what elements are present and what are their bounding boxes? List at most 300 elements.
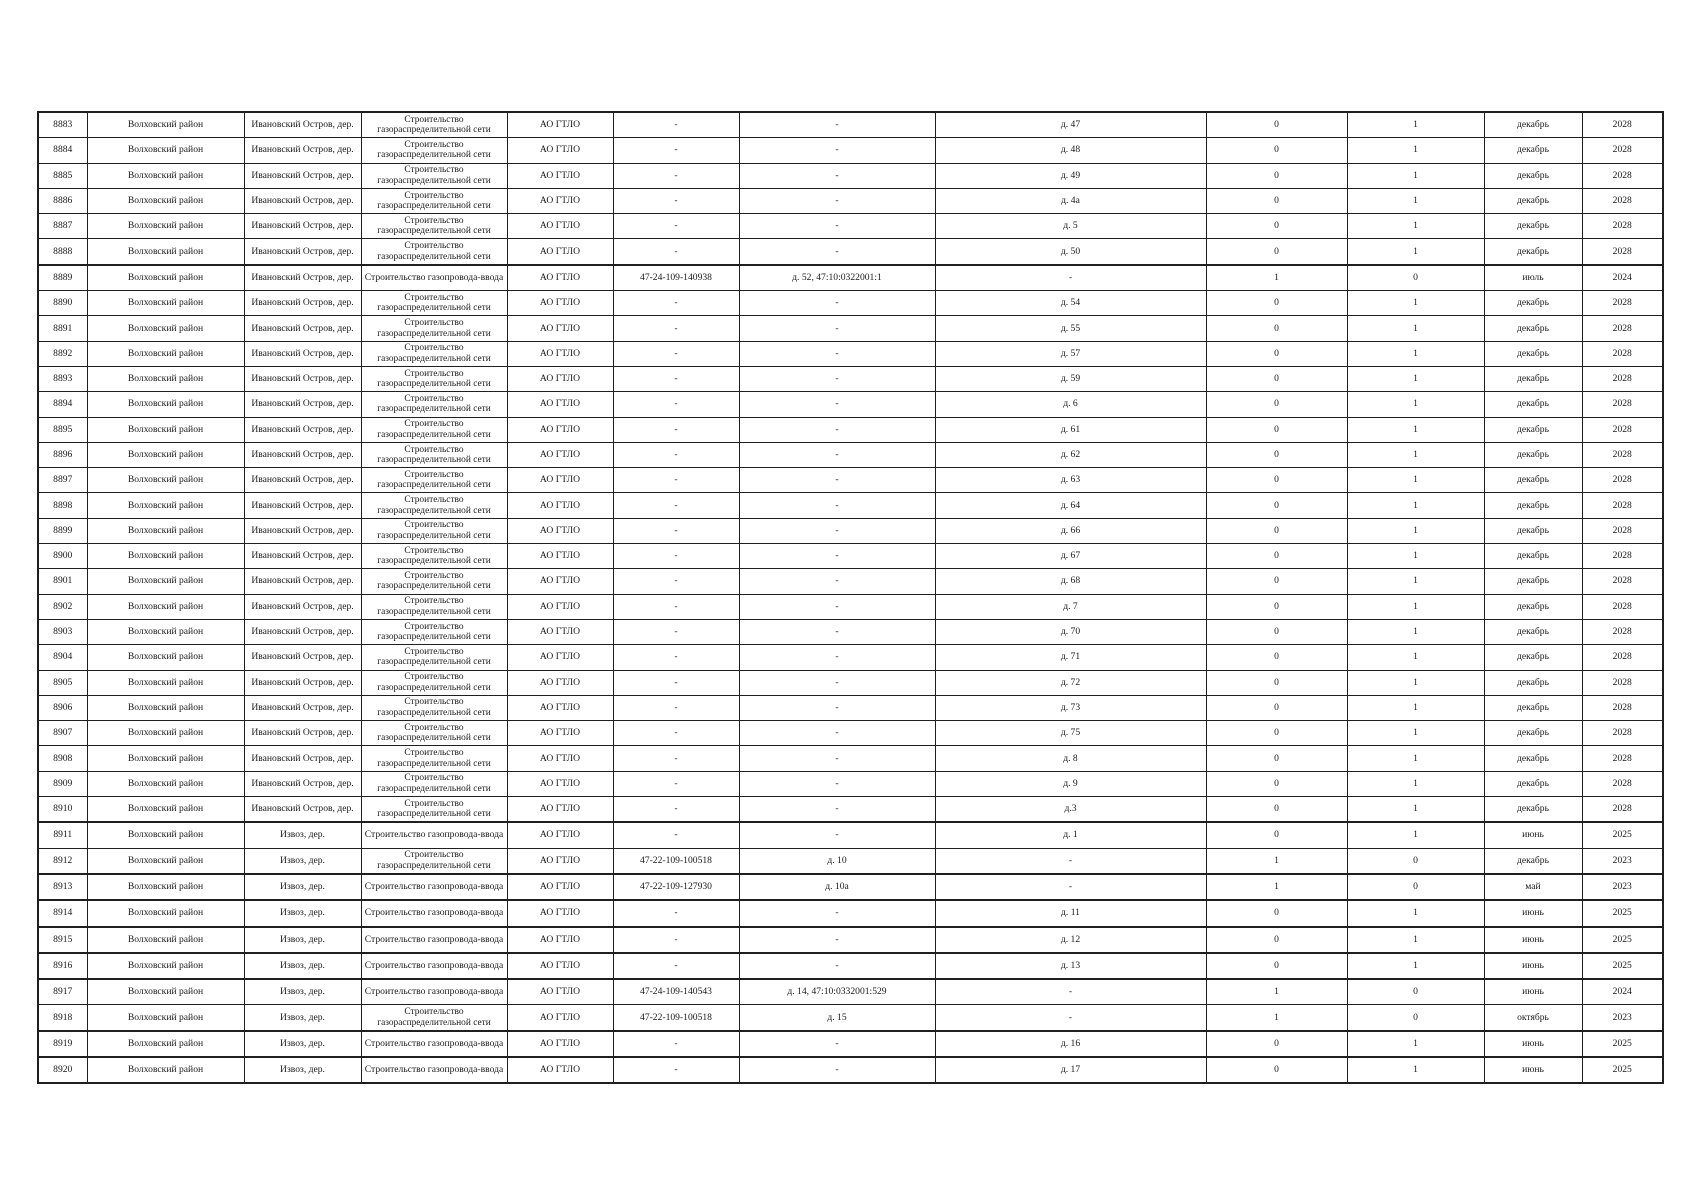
flag-a-cell: 0	[1206, 112, 1347, 138]
year-cell: 2028	[1582, 442, 1663, 467]
address-cadastral-cell: -	[739, 518, 935, 543]
organization-cell: АО ГТЛО	[507, 670, 613, 695]
house-cell: д. 68	[935, 569, 1206, 594]
flag-b-cell: 1	[1347, 493, 1484, 518]
year-cell: 2028	[1582, 544, 1663, 569]
organization-cell: АО ГТЛО	[507, 900, 613, 926]
address-cadastral-cell: д. 10	[739, 848, 935, 874]
month-cell: декабрь	[1484, 797, 1582, 823]
month-cell: декабрь	[1484, 594, 1582, 619]
district-cell: Волховский район	[87, 670, 244, 695]
table-row	[38, 771, 1663, 796]
organization-cell: АО ГТЛО	[507, 417, 613, 442]
work-type-cell: Строительство газораспределительной сети	[361, 341, 507, 366]
house-cell: -	[935, 874, 1206, 900]
year-cell: 2028	[1582, 341, 1663, 366]
permit-number-cell: -	[613, 1031, 739, 1057]
organization-cell: АО ГТЛО	[507, 645, 613, 670]
year-cell: 2028	[1582, 214, 1663, 239]
permit-number-cell: -	[613, 341, 739, 366]
month-cell: декабрь	[1484, 239, 1582, 265]
house-cell: д. 75	[935, 721, 1206, 746]
flag-b-cell: 1	[1347, 442, 1484, 467]
month-cell: декабрь	[1484, 721, 1582, 746]
permit-number-cell: -	[613, 746, 739, 771]
address-cadastral-cell: -	[739, 695, 935, 720]
permit-number-cell: -	[613, 594, 739, 619]
work-type-cell: Строительство газораспределительной сети	[361, 518, 507, 543]
month-cell: декабрь	[1484, 670, 1582, 695]
table-row	[38, 695, 1663, 720]
row-number-cell: 8900	[38, 544, 87, 569]
district-cell: Волховский район	[87, 900, 244, 926]
permit-number-cell: -	[613, 771, 739, 796]
work-type-cell: Строительство газораспределительной сети	[361, 619, 507, 644]
flag-a-cell: 1	[1206, 979, 1347, 1005]
flag-a-cell: 0	[1206, 291, 1347, 316]
year-cell: 2028	[1582, 619, 1663, 644]
settlement-cell: Ивановский Остров, дер.	[244, 316, 361, 341]
work-type-cell: Строительство газораспределительной сети	[361, 468, 507, 493]
organization-cell: АО ГТЛО	[507, 721, 613, 746]
permit-number-cell: -	[613, 544, 739, 569]
table-row	[38, 645, 1663, 670]
flag-b-cell: 1	[1347, 366, 1484, 391]
organization-cell: АО ГТЛО	[507, 188, 613, 213]
organization-cell: АО ГТЛО	[507, 695, 613, 720]
district-cell: Волховский район	[87, 442, 244, 467]
address-cadastral-cell: -	[739, 619, 935, 644]
district-cell: Волховский район	[87, 163, 244, 188]
permit-number-cell: -	[613, 1057, 739, 1083]
row-number-cell: 8888	[38, 239, 87, 265]
table-row	[38, 392, 1663, 417]
row-number-cell: 8909	[38, 771, 87, 796]
district-cell: Волховский район	[87, 1031, 244, 1057]
month-cell: декабрь	[1484, 619, 1582, 644]
table-row	[38, 417, 1663, 442]
permit-number-cell: 47-22-109-127930	[613, 874, 739, 900]
year-cell: 2028	[1582, 163, 1663, 188]
row-number-cell: 8899	[38, 518, 87, 543]
work-type-cell: Строительство газораспределительной сети	[361, 138, 507, 163]
house-cell: д. 55	[935, 316, 1206, 341]
month-cell: июнь	[1484, 1057, 1582, 1083]
district-cell: Волховский район	[87, 619, 244, 644]
district-cell: Волховский район	[87, 291, 244, 316]
house-cell: д. 6	[935, 392, 1206, 417]
permit-number-cell: -	[613, 619, 739, 644]
row-number-cell: 8911	[38, 822, 87, 848]
address-cadastral-cell: д. 15	[739, 1005, 935, 1031]
month-cell: декабрь	[1484, 569, 1582, 594]
month-cell: декабрь	[1484, 518, 1582, 543]
address-cadastral-cell: -	[739, 927, 935, 953]
district-cell: Волховский район	[87, 569, 244, 594]
permit-number-cell: -	[613, 163, 739, 188]
organization-cell: АО ГТЛО	[507, 979, 613, 1005]
address-cadastral-cell: -	[739, 721, 935, 746]
permit-number-cell: -	[613, 518, 739, 543]
house-cell: д. 13	[935, 953, 1206, 979]
flag-a-cell: 0	[1206, 417, 1347, 442]
address-cadastral-cell: -	[739, 239, 935, 265]
work-type-cell: Строительство газопровода-ввода	[361, 953, 507, 979]
district-cell: Волховский район	[87, 417, 244, 442]
settlement-cell: Ивановский Остров, дер.	[244, 163, 361, 188]
month-cell: декабрь	[1484, 468, 1582, 493]
permit-number-cell: -	[613, 822, 739, 848]
year-cell: 2028	[1582, 569, 1663, 594]
permit-number-cell: -	[613, 188, 739, 213]
table-row	[38, 874, 1663, 900]
flag-b-cell: 1	[1347, 695, 1484, 720]
row-number-cell: 8919	[38, 1031, 87, 1057]
month-cell: декабрь	[1484, 771, 1582, 796]
work-type-cell: Строительство газораспределительной сети	[361, 544, 507, 569]
table-row	[38, 188, 1663, 213]
settlement-cell: Извоз, дер.	[244, 927, 361, 953]
table-row	[38, 1005, 1663, 1031]
table-row	[38, 468, 1663, 493]
flag-a-cell: 0	[1206, 797, 1347, 823]
work-type-cell: Строительство газопровода-ввода	[361, 874, 507, 900]
address-cadastral-cell: -	[739, 1031, 935, 1057]
house-cell: -	[935, 1005, 1206, 1031]
address-cadastral-cell: -	[739, 822, 935, 848]
settlement-cell: Извоз, дер.	[244, 1005, 361, 1031]
month-cell: декабрь	[1484, 848, 1582, 874]
flag-a-cell: 0	[1206, 822, 1347, 848]
settlement-cell: Ивановский Остров, дер.	[244, 392, 361, 417]
work-type-cell: Строительство газораспределительной сети	[361, 721, 507, 746]
organization-cell: АО ГТЛО	[507, 341, 613, 366]
permit-number-cell: 47-22-109-100518	[613, 1005, 739, 1031]
work-type-cell: Строительство газораспределительной сети	[361, 392, 507, 417]
work-type-cell: Строительство газораспределительной сети	[361, 163, 507, 188]
table-row	[38, 927, 1663, 953]
month-cell: декабрь	[1484, 188, 1582, 213]
address-cadastral-cell: -	[739, 417, 935, 442]
table-row	[38, 1031, 1663, 1057]
house-cell: д. 16	[935, 1031, 1206, 1057]
month-cell: июнь	[1484, 953, 1582, 979]
organization-cell: АО ГТЛО	[507, 927, 613, 953]
year-cell: 2024	[1582, 979, 1663, 1005]
permit-number-cell: 47-24-109-140938	[613, 265, 739, 291]
house-cell: д. 8	[935, 746, 1206, 771]
district-cell: Волховский район	[87, 848, 244, 874]
month-cell: декабрь	[1484, 442, 1582, 467]
flag-a-cell: 0	[1206, 1031, 1347, 1057]
district-cell: Волховский район	[87, 341, 244, 366]
month-cell: декабрь	[1484, 163, 1582, 188]
year-cell: 2028	[1582, 797, 1663, 823]
row-number-cell: 8903	[38, 619, 87, 644]
row-number-cell: 8901	[38, 569, 87, 594]
house-cell: д. 72	[935, 670, 1206, 695]
flag-a-cell: 0	[1206, 239, 1347, 265]
flag-a-cell: 1	[1206, 265, 1347, 291]
house-cell: д. 50	[935, 239, 1206, 265]
row-number-cell: 8916	[38, 953, 87, 979]
organization-cell: АО ГТЛО	[507, 874, 613, 900]
district-cell: Волховский район	[87, 239, 244, 265]
flag-a-cell: 1	[1206, 874, 1347, 900]
flag-b-cell: 1	[1347, 645, 1484, 670]
month-cell: июнь	[1484, 1031, 1582, 1057]
work-type-cell: Строительство газопровода-ввода	[361, 1057, 507, 1083]
settlement-cell: Ивановский Остров, дер.	[244, 746, 361, 771]
address-cadastral-cell: д. 14, 47:10:0332001:529	[739, 979, 935, 1005]
permit-number-cell: 47-22-109-100518	[613, 848, 739, 874]
permit-number-cell: -	[613, 797, 739, 823]
district-cell: Волховский район	[87, 518, 244, 543]
year-cell: 2028	[1582, 112, 1663, 138]
flag-b-cell: 1	[1347, 544, 1484, 569]
settlement-cell: Ивановский Остров, дер.	[244, 544, 361, 569]
address-cadastral-cell: -	[739, 341, 935, 366]
settlement-cell: Ивановский Остров, дер.	[244, 341, 361, 366]
settlement-cell: Извоз, дер.	[244, 848, 361, 874]
flag-b-cell: 1	[1347, 214, 1484, 239]
organization-cell: АО ГТЛО	[507, 953, 613, 979]
flag-b-cell: 1	[1347, 291, 1484, 316]
work-type-cell: Строительство газопровода-ввода	[361, 1031, 507, 1057]
permit-number-cell: -	[613, 392, 739, 417]
table-row	[38, 1057, 1663, 1083]
flag-a-cell: 0	[1206, 366, 1347, 391]
settlement-cell: Извоз, дер.	[244, 953, 361, 979]
flag-a-cell: 0	[1206, 927, 1347, 953]
house-cell: -	[935, 979, 1206, 1005]
year-cell: 2028	[1582, 721, 1663, 746]
settlement-cell: Ивановский Остров, дер.	[244, 291, 361, 316]
address-cadastral-cell: -	[739, 900, 935, 926]
house-cell: д. 64	[935, 493, 1206, 518]
settlement-cell: Ивановский Остров, дер.	[244, 214, 361, 239]
row-number-cell: 8915	[38, 927, 87, 953]
house-cell: -	[935, 848, 1206, 874]
address-cadastral-cell: -	[739, 316, 935, 341]
table-row	[38, 163, 1663, 188]
settlement-cell: Ивановский Остров, дер.	[244, 594, 361, 619]
work-type-cell: Строительство газораспределительной сети	[361, 645, 507, 670]
work-type-cell: Строительство газораспределительной сети	[361, 366, 507, 391]
row-number-cell: 8904	[38, 645, 87, 670]
settlement-cell: Ивановский Остров, дер.	[244, 138, 361, 163]
work-type-cell: Строительство газопровода-ввода	[361, 927, 507, 953]
address-cadastral-cell: -	[739, 645, 935, 670]
address-cadastral-cell: д. 10а	[739, 874, 935, 900]
settlement-cell: Ивановский Остров, дер.	[244, 569, 361, 594]
address-cadastral-cell: -	[739, 112, 935, 138]
permit-number-cell: -	[613, 239, 739, 265]
month-cell: декабрь	[1484, 112, 1582, 138]
work-type-cell: Строительство газопровода-ввода	[361, 822, 507, 848]
house-cell: д.3	[935, 797, 1206, 823]
house-cell: д. 1	[935, 822, 1206, 848]
year-cell: 2025	[1582, 900, 1663, 926]
permit-number-cell: -	[613, 112, 739, 138]
year-cell: 2025	[1582, 953, 1663, 979]
permit-number-cell: -	[613, 316, 739, 341]
row-number-cell: 8910	[38, 797, 87, 823]
flag-a-cell: 0	[1206, 341, 1347, 366]
settlement-cell: Извоз, дер.	[244, 900, 361, 926]
month-cell: декабрь	[1484, 645, 1582, 670]
flag-a-cell: 0	[1206, 569, 1347, 594]
year-cell: 2028	[1582, 417, 1663, 442]
permit-number-cell: -	[613, 670, 739, 695]
organization-cell: АО ГТЛО	[507, 138, 613, 163]
work-type-cell: Строительство газораспределительной сети	[361, 569, 507, 594]
month-cell: декабрь	[1484, 138, 1582, 163]
work-type-cell: Строительство газораспределительной сети	[361, 746, 507, 771]
flag-a-cell: 0	[1206, 442, 1347, 467]
flag-b-cell: 1	[1347, 341, 1484, 366]
table-row	[38, 291, 1663, 316]
year-cell: 2023	[1582, 848, 1663, 874]
address-cadastral-cell: -	[739, 544, 935, 569]
house-cell: д. 48	[935, 138, 1206, 163]
work-type-cell: Строительство газораспределительной сети	[361, 594, 507, 619]
permit-number-cell: -	[613, 927, 739, 953]
address-cadastral-cell: -	[739, 594, 935, 619]
flag-b-cell: 1	[1347, 188, 1484, 213]
work-type-cell: Строительство газораспределительной сети	[361, 695, 507, 720]
year-cell: 2028	[1582, 188, 1663, 213]
flag-b-cell: 1	[1347, 822, 1484, 848]
district-cell: Волховский район	[87, 316, 244, 341]
table-row	[38, 214, 1663, 239]
district-cell: Волховский район	[87, 214, 244, 239]
house-cell: д. 63	[935, 468, 1206, 493]
row-number-cell: 8887	[38, 214, 87, 239]
organization-cell: АО ГТЛО	[507, 619, 613, 644]
organization-cell: АО ГТЛО	[507, 518, 613, 543]
work-type-cell: Строительство газораспределительной сети	[361, 670, 507, 695]
row-number-cell: 8918	[38, 1005, 87, 1031]
permit-number-cell: -	[613, 569, 739, 594]
row-number-cell: 8917	[38, 979, 87, 1005]
district-cell: Волховский район	[87, 188, 244, 213]
flag-b-cell: 0	[1347, 265, 1484, 291]
flag-b-cell: 1	[1347, 163, 1484, 188]
settlement-cell: Ивановский Остров, дер.	[244, 417, 361, 442]
district-cell: Волховский район	[87, 746, 244, 771]
flag-a-cell: 0	[1206, 619, 1347, 644]
flag-a-cell: 0	[1206, 163, 1347, 188]
row-number-cell: 8913	[38, 874, 87, 900]
row-number-cell: 8896	[38, 442, 87, 467]
settlement-cell: Ивановский Остров, дер.	[244, 771, 361, 796]
flag-b-cell: 1	[1347, 797, 1484, 823]
table-row	[38, 797, 1663, 823]
year-cell: 2023	[1582, 874, 1663, 900]
flag-a-cell: 0	[1206, 493, 1347, 518]
district-cell: Волховский район	[87, 771, 244, 796]
district-cell: Волховский район	[87, 1005, 244, 1031]
organization-cell: АО ГТЛО	[507, 822, 613, 848]
work-type-cell: Строительство газораспределительной сети	[361, 797, 507, 823]
table-row	[38, 822, 1663, 848]
settlement-cell: Ивановский Остров, дер.	[244, 518, 361, 543]
settlement-cell: Извоз, дер.	[244, 1031, 361, 1057]
flag-b-cell: 1	[1347, 417, 1484, 442]
organization-cell: АО ГТЛО	[507, 316, 613, 341]
organization-cell: АО ГТЛО	[507, 366, 613, 391]
row-number-cell: 8886	[38, 188, 87, 213]
flag-a-cell: 0	[1206, 695, 1347, 720]
table-row	[38, 442, 1663, 467]
table-row	[38, 493, 1663, 518]
organization-cell: АО ГТЛО	[507, 594, 613, 619]
work-type-cell: Строительство газораспределительной сети	[361, 442, 507, 467]
settlement-cell: Извоз, дер.	[244, 1057, 361, 1083]
flag-b-cell: 1	[1347, 569, 1484, 594]
flag-a-cell: 0	[1206, 645, 1347, 670]
district-cell: Волховский район	[87, 1057, 244, 1083]
district-cell: Волховский район	[87, 695, 244, 720]
permit-number-cell: -	[613, 138, 739, 163]
flag-a-cell: 0	[1206, 594, 1347, 619]
row-number-cell: 8893	[38, 366, 87, 391]
permit-number-cell: -	[613, 442, 739, 467]
address-cadastral-cell: -	[739, 163, 935, 188]
work-type-cell: Строительство газораспределительной сети	[361, 848, 507, 874]
year-cell: 2028	[1582, 138, 1663, 163]
year-cell: 2025	[1582, 927, 1663, 953]
month-cell: декабрь	[1484, 214, 1582, 239]
table-row	[38, 953, 1663, 979]
flag-b-cell: 1	[1347, 721, 1484, 746]
work-type-cell: Строительство газопровода-ввода	[361, 900, 507, 926]
month-cell: декабрь	[1484, 417, 1582, 442]
month-cell: декабрь	[1484, 366, 1582, 391]
table-row	[38, 544, 1663, 569]
house-cell: д. 71	[935, 645, 1206, 670]
flag-b-cell: 1	[1347, 927, 1484, 953]
organization-cell: АО ГТЛО	[507, 112, 613, 138]
flag-a-cell: 0	[1206, 670, 1347, 695]
table-row	[38, 979, 1663, 1005]
year-cell: 2025	[1582, 1057, 1663, 1083]
flag-a-cell: 0	[1206, 746, 1347, 771]
month-cell: декабрь	[1484, 316, 1582, 341]
district-cell: Волховский район	[87, 721, 244, 746]
row-number-cell: 8883	[38, 112, 87, 138]
month-cell: декабрь	[1484, 493, 1582, 518]
flag-a-cell: 0	[1206, 1057, 1347, 1083]
settlement-cell: Извоз, дер.	[244, 979, 361, 1005]
house-cell: д. 54	[935, 291, 1206, 316]
district-cell: Волховский район	[87, 874, 244, 900]
row-number-cell: 8890	[38, 291, 87, 316]
year-cell: 2028	[1582, 316, 1663, 341]
settlement-cell: Ивановский Остров, дер.	[244, 721, 361, 746]
month-cell: июнь	[1484, 927, 1582, 953]
work-type-cell: Строительство газораспределительной сети	[361, 214, 507, 239]
row-number-cell: 8902	[38, 594, 87, 619]
settlement-cell: Ивановский Остров, дер.	[244, 468, 361, 493]
house-cell: д. 49	[935, 163, 1206, 188]
work-type-cell: Строительство газораспределительной сети	[361, 291, 507, 316]
year-cell: 2028	[1582, 291, 1663, 316]
organization-cell: АО ГТЛО	[507, 1031, 613, 1057]
permit-number-cell: -	[613, 468, 739, 493]
table-row	[38, 239, 1663, 265]
